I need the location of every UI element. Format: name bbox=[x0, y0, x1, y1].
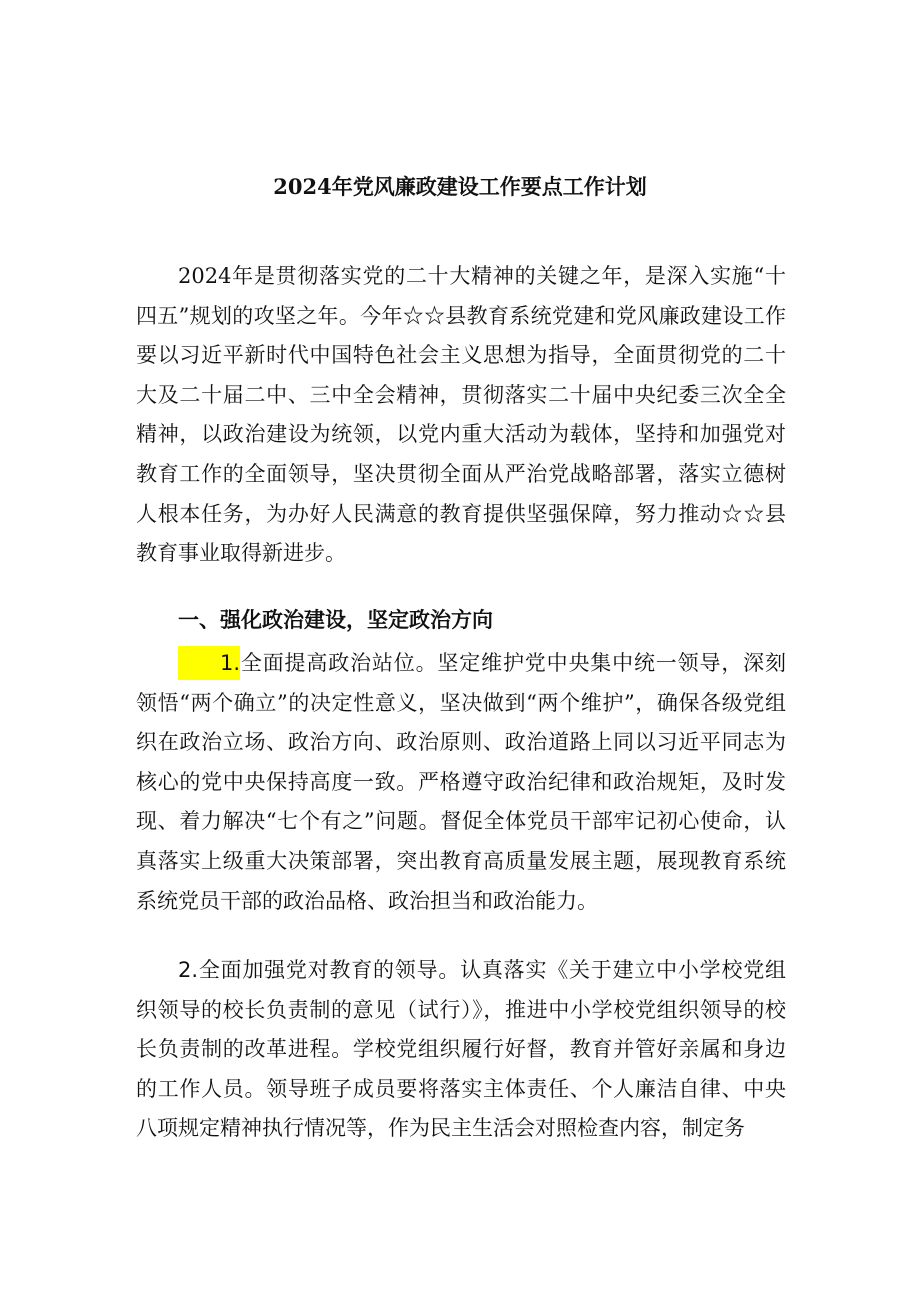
item-2-number: 2. bbox=[178, 958, 199, 982]
document-title: 2024年党风廉政建设工作要点工作计划 bbox=[273, 174, 647, 199]
item-2-text: 全面加强党对教育的领导。认真落实《关于建立中小学校党组织领导的校长负责制的意见（试行）》，推进中小学校党组织领导的校长负责制的改革进程。学校党组织履行好督，教育并管好亲属和身边的工作人员。领导班子成员要将落实主体责任、个人廉洁自律、中央八项规定精神执行情况等，作为民主生活会对照检查内容，制定务 bbox=[136, 958, 786, 1141]
item-paragraph-2 bbox=[136, 951, 786, 1201]
highlighted-item-number: 1. bbox=[178, 646, 240, 680]
item-paragraph-1 bbox=[136, 644, 786, 934]
item-1-text: 全面提高政治站位。坚定维护党中央集中统一领导，深刻领悟“两个确立”的决定性意义，坚决做到“两个维护”，确保各级党组织在政治立场、政治方向、政治原则、政治道路上同以习近平同志为核心的党中央保持高度一致。严格遵守政治纪律和政治规矩，及时发现、着力解决“七个有之”问题。督促全体党员干部牢记初心使命，认真落实上级重大决策部署，突出教育高质量发展主题，展现教育系统系统党员干部的政治品格、政治担当和政治能力。 bbox=[136, 651, 786, 913]
section-heading-1: 一、强化政治建设，坚定政治方向 bbox=[178, 608, 493, 632]
intro-paragraph: 2024年是贯彻落实党的二十大精神的关键之年，是深入实施“十四五”规划的攻坚之年。今年☆☆县教育系统党建和党风廉政建设工作要以习近平新时代中国特色社会主义思想为指导，全面贯彻党的二十大及二十届二中、三中全会精神，贯彻落实二十届中央纪委三次全全精神，以政治建设为统领，以党内重大活动为载体，坚持和加强党对教育工作的全面领导，坚决贯彻全面从严治党战略部署，落实立德树人根本任务，为办好人民满意的教育提供坚强保障，努力推动☆☆县教育事业取得新进步。 bbox=[136, 264, 786, 566]
